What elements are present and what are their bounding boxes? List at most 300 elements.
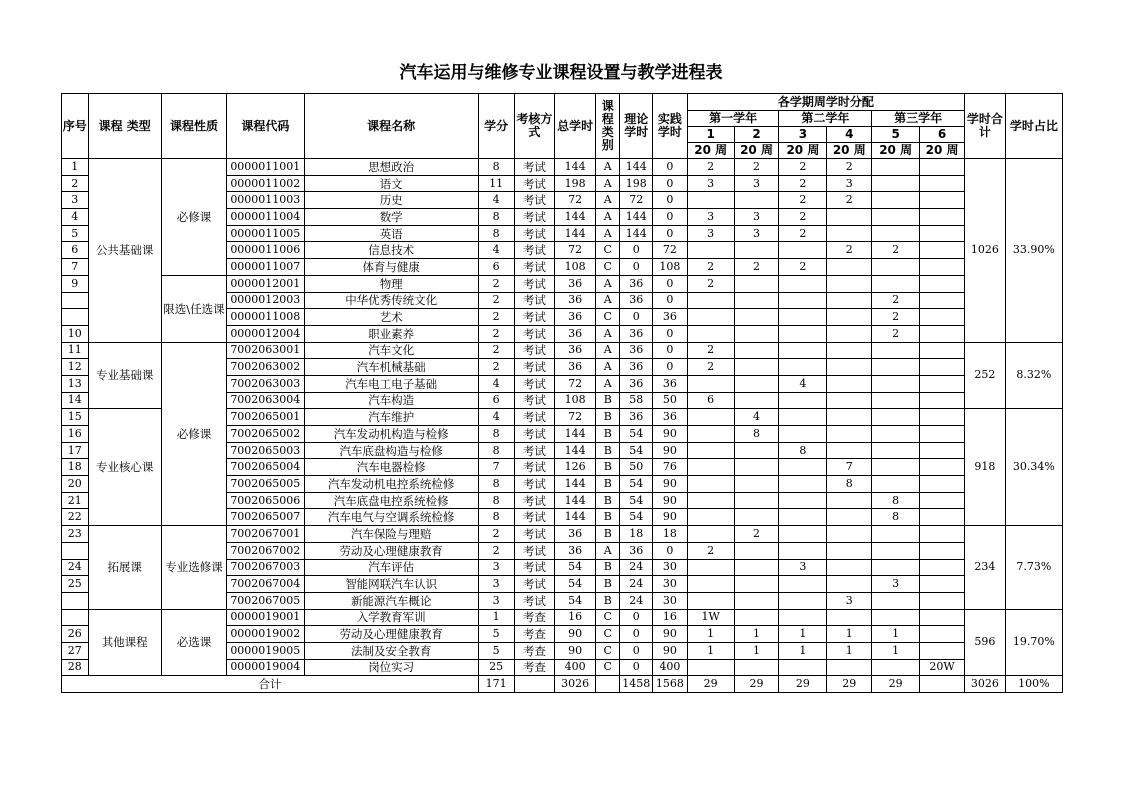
header-weeks-4: 20 周 bbox=[827, 143, 872, 159]
semester-hours-5 bbox=[872, 159, 920, 176]
course-type: C bbox=[596, 609, 620, 626]
semester-hours-4 bbox=[827, 359, 872, 376]
course-practice-hours: 0 bbox=[653, 175, 688, 192]
course-exam: 考查 bbox=[514, 659, 555, 676]
row-seq: 20 bbox=[62, 476, 89, 493]
course-total-hours: 36 bbox=[555, 275, 596, 292]
course-exam: 考试 bbox=[514, 192, 555, 209]
course-credit: 8 bbox=[478, 225, 514, 242]
semester-hours-3: 2 bbox=[779, 175, 827, 192]
row-seq: 27 bbox=[62, 642, 89, 659]
course-practice-hours: 30 bbox=[653, 576, 688, 593]
semester-hours-4 bbox=[827, 409, 872, 426]
semester-hours-6 bbox=[920, 459, 965, 476]
semester-hours-6 bbox=[920, 175, 965, 192]
semester-hours-2 bbox=[734, 659, 779, 676]
semester-hours-6 bbox=[920, 325, 965, 342]
semester-hours-1: 1W bbox=[687, 609, 734, 626]
course-type: B bbox=[596, 526, 620, 543]
semester-hours-2: 2 bbox=[734, 526, 779, 543]
semester-hours-3: 1 bbox=[779, 626, 827, 643]
row-seq bbox=[62, 592, 89, 609]
course-exam: 考试 bbox=[514, 426, 555, 443]
course-credit: 4 bbox=[478, 192, 514, 209]
course-code: 0000011005 bbox=[227, 225, 304, 242]
page-title: 汽车运用与维修专业课程设置与教学进程表 bbox=[399, 63, 723, 83]
semester-hours-1 bbox=[687, 459, 734, 476]
row-seq bbox=[62, 609, 89, 626]
semester-hours-4 bbox=[827, 325, 872, 342]
total-semester-5: 29 bbox=[872, 676, 920, 693]
header-weeks-5: 20 周 bbox=[872, 143, 920, 159]
course-practice-hours: 76 bbox=[653, 459, 688, 476]
header-semester-group: 各学期周学时分配 bbox=[687, 94, 964, 111]
course-type: A bbox=[596, 342, 620, 359]
course-name: 汽车底盘电控系统检修 bbox=[304, 492, 478, 509]
semester-hours-4 bbox=[827, 225, 872, 242]
course-theory-hours: 36 bbox=[620, 409, 653, 426]
course-exam: 考查 bbox=[514, 626, 555, 643]
semester-hours-6 bbox=[920, 359, 965, 376]
course-type: C bbox=[596, 309, 620, 326]
semester-hours-2 bbox=[734, 576, 779, 593]
group-hours-ratio: 19.70% bbox=[1005, 609, 1062, 676]
course-theory-hours: 54 bbox=[620, 476, 653, 493]
semester-hours-4 bbox=[827, 375, 872, 392]
semester-hours-4: 3 bbox=[827, 175, 872, 192]
course-credit: 2 bbox=[478, 526, 514, 543]
course-credit: 3 bbox=[478, 576, 514, 593]
header-weeks-2: 20 周 bbox=[734, 143, 779, 159]
semester-hours-6 bbox=[920, 442, 965, 459]
semester-hours-1: 3 bbox=[687, 175, 734, 192]
row-seq: 5 bbox=[62, 225, 89, 242]
semester-hours-6 bbox=[920, 275, 965, 292]
course-theory-hours: 36 bbox=[620, 359, 653, 376]
course-type: A bbox=[596, 375, 620, 392]
total-semester-4: 29 bbox=[827, 676, 872, 693]
course-total-hours: 36 bbox=[555, 342, 596, 359]
course-type: B bbox=[596, 576, 620, 593]
course-exam: 考试 bbox=[514, 592, 555, 609]
semester-hours-6 bbox=[920, 342, 965, 359]
course-code: 0000011007 bbox=[227, 259, 304, 276]
group-hours-total: 918 bbox=[965, 409, 1006, 526]
course-credit: 8 bbox=[478, 492, 514, 509]
course-total-hours: 36 bbox=[555, 292, 596, 309]
group-hours-total: 252 bbox=[965, 342, 1006, 409]
course-type: C bbox=[596, 642, 620, 659]
course-type: C bbox=[596, 242, 620, 259]
semester-hours-6 bbox=[920, 526, 965, 543]
course-practice-hours: 36 bbox=[653, 309, 688, 326]
course-practice-hours: 36 bbox=[653, 409, 688, 426]
semester-hours-2 bbox=[734, 309, 779, 326]
course-type: A bbox=[596, 175, 620, 192]
course-practice-hours: 0 bbox=[653, 275, 688, 292]
course-code: 0000011001 bbox=[227, 159, 304, 176]
semester-hours-5: 1 bbox=[872, 642, 920, 659]
group-hours-ratio: 8.32% bbox=[1005, 342, 1062, 409]
course-total-hours: 144 bbox=[555, 209, 596, 226]
course-total-hours: 144 bbox=[555, 492, 596, 509]
row-seq: 9 bbox=[62, 275, 89, 292]
course-name: 语文 bbox=[304, 175, 478, 192]
semester-hours-6 bbox=[920, 375, 965, 392]
course-type: A bbox=[596, 359, 620, 376]
semester-hours-3 bbox=[779, 342, 827, 359]
row-seq: 7 bbox=[62, 259, 89, 276]
row-seq: 12 bbox=[62, 359, 89, 376]
course-code: 0000012003 bbox=[227, 292, 304, 309]
semester-hours-5 bbox=[872, 592, 920, 609]
semester-hours-4: 1 bbox=[827, 642, 872, 659]
course-total-hours: 144 bbox=[555, 509, 596, 526]
semester-hours-3: 1 bbox=[779, 642, 827, 659]
semester-hours-1: 2 bbox=[687, 275, 734, 292]
semester-hours-2: 8 bbox=[734, 426, 779, 443]
semester-hours-5 bbox=[872, 409, 920, 426]
course-type: B bbox=[596, 426, 620, 443]
semester-hours-2 bbox=[734, 325, 779, 342]
course-practice-hours: 30 bbox=[653, 559, 688, 576]
course-code: 7002065001 bbox=[227, 409, 304, 426]
header-code: 课程代码 bbox=[227, 94, 304, 159]
course-name: 新能源汽车概论 bbox=[304, 592, 478, 609]
header-theory: 理论学时 bbox=[620, 94, 653, 159]
table-row bbox=[62, 526, 1063, 543]
course-exam: 考试 bbox=[514, 409, 555, 426]
semester-hours-2 bbox=[734, 359, 779, 376]
row-seq: 2 bbox=[62, 175, 89, 192]
semester-hours-1 bbox=[687, 659, 734, 676]
course-credit: 8 bbox=[478, 509, 514, 526]
course-name: 劳动及心理健康教育 bbox=[304, 542, 478, 559]
semester-hours-5: 2 bbox=[872, 292, 920, 309]
semester-hours-5 bbox=[872, 175, 920, 192]
semester-hours-6 bbox=[920, 509, 965, 526]
course-theory-hours: 54 bbox=[620, 492, 653, 509]
course-exam: 考试 bbox=[514, 309, 555, 326]
course-exam: 考试 bbox=[514, 559, 555, 576]
semester-hours-5 bbox=[872, 476, 920, 493]
semester-hours-6 bbox=[920, 609, 965, 626]
header-hours-ratio: 学时占比 bbox=[1005, 94, 1062, 159]
course-name: 思想政治 bbox=[304, 159, 478, 176]
course-exam: 考试 bbox=[514, 375, 555, 392]
course-credit: 8 bbox=[478, 442, 514, 459]
course-total-hours: 144 bbox=[555, 476, 596, 493]
course-type: A bbox=[596, 209, 620, 226]
course-practice-hours: 90 bbox=[653, 442, 688, 459]
semester-hours-6 bbox=[920, 476, 965, 493]
course-type: A bbox=[596, 225, 620, 242]
course-exam: 考试 bbox=[514, 242, 555, 259]
semester-hours-3 bbox=[779, 392, 827, 409]
course-total-hours: 36 bbox=[555, 325, 596, 342]
course-code: 7002067003 bbox=[227, 559, 304, 576]
table-row bbox=[62, 609, 1063, 626]
semester-hours-3 bbox=[779, 576, 827, 593]
semester-hours-3: 4 bbox=[779, 375, 827, 392]
course-name: 汽车构造 bbox=[304, 392, 478, 409]
course-exam: 考试 bbox=[514, 526, 555, 543]
course-name: 数学 bbox=[304, 209, 478, 226]
semester-hours-1: 2 bbox=[687, 259, 734, 276]
semester-hours-4 bbox=[827, 209, 872, 226]
semester-hours-3 bbox=[779, 492, 827, 509]
semester-hours-2 bbox=[734, 375, 779, 392]
row-seq: 23 bbox=[62, 526, 89, 543]
course-theory-hours: 36 bbox=[620, 542, 653, 559]
course-code: 0000011006 bbox=[227, 242, 304, 259]
total-semester-1: 29 bbox=[687, 676, 734, 693]
course-type: B bbox=[596, 392, 620, 409]
header-year-2: 第二学年 bbox=[779, 111, 872, 127]
course-theory-hours: 144 bbox=[620, 209, 653, 226]
semester-hours-3 bbox=[779, 459, 827, 476]
semester-hours-5: 2 bbox=[872, 242, 920, 259]
semester-hours-5 bbox=[872, 542, 920, 559]
semester-hours-1 bbox=[687, 309, 734, 326]
course-total-hours: 400 bbox=[555, 659, 596, 676]
semester-hours-1: 6 bbox=[687, 392, 734, 409]
course-type: A bbox=[596, 192, 620, 209]
total-row bbox=[62, 676, 1063, 693]
course-exam: 考试 bbox=[514, 476, 555, 493]
header-term-1: 1 bbox=[687, 127, 734, 143]
semester-hours-1: 3 bbox=[687, 209, 734, 226]
course-code: 7002063001 bbox=[227, 342, 304, 359]
semester-hours-1 bbox=[687, 426, 734, 443]
semester-hours-1: 2 bbox=[687, 359, 734, 376]
course-practice-hours: 90 bbox=[653, 626, 688, 643]
group-hours-total: 596 bbox=[965, 609, 1006, 676]
header-ctype: 课程类别 bbox=[596, 94, 620, 159]
course-practice-hours: 0 bbox=[653, 209, 688, 226]
course-total-hours: 144 bbox=[555, 442, 596, 459]
semester-hours-3: 2 bbox=[779, 259, 827, 276]
semester-hours-4 bbox=[827, 342, 872, 359]
semester-hours-5 bbox=[872, 609, 920, 626]
course-type: A bbox=[596, 275, 620, 292]
semester-hours-6 bbox=[920, 225, 965, 242]
course-nature: 专业选修课 bbox=[161, 526, 226, 609]
semester-hours-1: 2 bbox=[687, 342, 734, 359]
semester-hours-1 bbox=[687, 242, 734, 259]
header-hours-total: 学时合计 bbox=[965, 94, 1006, 159]
course-code: 7002065002 bbox=[227, 426, 304, 443]
semester-hours-4 bbox=[827, 509, 872, 526]
row-seq: 14 bbox=[62, 392, 89, 409]
row-seq: 26 bbox=[62, 626, 89, 643]
semester-hours-5 bbox=[872, 275, 920, 292]
course-name: 中华优秀传统文化 bbox=[304, 292, 478, 309]
course-exam: 考试 bbox=[514, 542, 555, 559]
course-total-hours: 72 bbox=[555, 192, 596, 209]
header-term-3: 3 bbox=[779, 127, 827, 143]
course-credit: 2 bbox=[478, 342, 514, 359]
course-exam: 考试 bbox=[514, 442, 555, 459]
row-seq: 18 bbox=[62, 459, 89, 476]
semester-hours-4: 3 bbox=[827, 592, 872, 609]
course-code: 0000011003 bbox=[227, 192, 304, 209]
course-code: 7002063002 bbox=[227, 359, 304, 376]
course-category: 其他课程 bbox=[88, 609, 161, 676]
course-type: A bbox=[596, 325, 620, 342]
semester-hours-6 bbox=[920, 492, 965, 509]
semester-hours-2: 3 bbox=[734, 175, 779, 192]
course-credit: 5 bbox=[478, 642, 514, 659]
course-theory-hours: 0 bbox=[620, 659, 653, 676]
semester-hours-2 bbox=[734, 509, 779, 526]
semester-hours-2: 1 bbox=[734, 626, 779, 643]
total-practice: 1568 bbox=[653, 676, 688, 693]
course-type: B bbox=[596, 409, 620, 426]
course-code: 0000019002 bbox=[227, 626, 304, 643]
semester-hours-5 bbox=[872, 559, 920, 576]
header-term-6: 6 bbox=[920, 127, 965, 143]
semester-hours-5 bbox=[872, 459, 920, 476]
course-practice-hours: 0 bbox=[653, 325, 688, 342]
semester-hours-5 bbox=[872, 375, 920, 392]
course-code: 0000012001 bbox=[227, 275, 304, 292]
semester-hours-3 bbox=[779, 242, 827, 259]
row-seq: 15 bbox=[62, 409, 89, 426]
header-name: 课程名称 bbox=[304, 94, 478, 159]
course-credit: 8 bbox=[478, 476, 514, 493]
course-total-hours: 36 bbox=[555, 542, 596, 559]
course-exam: 考试 bbox=[514, 209, 555, 226]
course-code: 0000012004 bbox=[227, 325, 304, 342]
course-theory-hours: 72 bbox=[620, 192, 653, 209]
course-exam: 考试 bbox=[514, 292, 555, 309]
semester-hours-5 bbox=[872, 659, 920, 676]
course-nature: 必修课 bbox=[161, 342, 226, 526]
course-name: 历史 bbox=[304, 192, 478, 209]
course-credit: 7 bbox=[478, 459, 514, 476]
course-theory-hours: 24 bbox=[620, 576, 653, 593]
course-code: 0000019005 bbox=[227, 642, 304, 659]
header-year-3: 第三学年 bbox=[872, 111, 965, 127]
semester-hours-4 bbox=[827, 392, 872, 409]
semester-hours-5 bbox=[872, 209, 920, 226]
semester-hours-4: 1 bbox=[827, 626, 872, 643]
header-term-2: 2 bbox=[734, 127, 779, 143]
semester-hours-5 bbox=[872, 526, 920, 543]
semester-hours-4: 7 bbox=[827, 459, 872, 476]
course-code: 0000019004 bbox=[227, 659, 304, 676]
row-seq bbox=[62, 309, 89, 326]
group-hours-ratio: 7.73% bbox=[1005, 526, 1062, 609]
semester-hours-3: 2 bbox=[779, 225, 827, 242]
header-nature: 课程性质 bbox=[161, 94, 226, 159]
course-type: B bbox=[596, 509, 620, 526]
group-hours-ratio: 33.90% bbox=[1005, 159, 1062, 343]
semester-hours-5: 1 bbox=[872, 626, 920, 643]
course-schedule-table bbox=[61, 93, 1063, 693]
course-name: 汽车机械基础 bbox=[304, 359, 478, 376]
course-practice-hours: 90 bbox=[653, 642, 688, 659]
course-theory-hours: 58 bbox=[620, 392, 653, 409]
semester-hours-6 bbox=[920, 576, 965, 593]
course-type: C bbox=[596, 626, 620, 643]
course-total-hours: 72 bbox=[555, 409, 596, 426]
semester-hours-4 bbox=[827, 275, 872, 292]
semester-hours-5: 8 bbox=[872, 492, 920, 509]
row-seq: 25 bbox=[62, 576, 89, 593]
row-seq: 21 bbox=[62, 492, 89, 509]
semester-hours-5 bbox=[872, 426, 920, 443]
semester-hours-3 bbox=[779, 359, 827, 376]
semester-hours-1 bbox=[687, 526, 734, 543]
course-theory-hours: 36 bbox=[620, 375, 653, 392]
semester-hours-2 bbox=[734, 492, 779, 509]
course-practice-hours: 0 bbox=[653, 225, 688, 242]
course-total-hours: 54 bbox=[555, 592, 596, 609]
header-credit: 学分 bbox=[478, 94, 514, 159]
semester-hours-1 bbox=[687, 375, 734, 392]
semester-hours-6 bbox=[920, 259, 965, 276]
course-type: A bbox=[596, 159, 620, 176]
course-exam: 考试 bbox=[514, 576, 555, 593]
semester-hours-4 bbox=[827, 609, 872, 626]
course-total-hours: 90 bbox=[555, 642, 596, 659]
semester-hours-5: 2 bbox=[872, 325, 920, 342]
row-seq bbox=[62, 292, 89, 309]
course-type: C bbox=[596, 659, 620, 676]
course-name: 英语 bbox=[304, 225, 478, 242]
semester-hours-3 bbox=[779, 409, 827, 426]
course-exam: 考试 bbox=[514, 459, 555, 476]
semester-hours-5: 3 bbox=[872, 576, 920, 593]
course-theory-hours: 54 bbox=[620, 509, 653, 526]
semester-hours-6 bbox=[920, 392, 965, 409]
course-practice-hours: 72 bbox=[653, 242, 688, 259]
header-term-4: 4 bbox=[827, 127, 872, 143]
course-practice-hours: 16 bbox=[653, 609, 688, 626]
semester-hours-6 bbox=[920, 542, 965, 559]
course-name: 汽车评估 bbox=[304, 559, 478, 576]
course-name: 岗位实习 bbox=[304, 659, 478, 676]
course-theory-hours: 36 bbox=[620, 292, 653, 309]
course-practice-hours: 0 bbox=[653, 292, 688, 309]
course-credit: 4 bbox=[478, 242, 514, 259]
semester-hours-1: 2 bbox=[687, 542, 734, 559]
header-practice: 实践学时 bbox=[653, 94, 688, 159]
semester-hours-1 bbox=[687, 509, 734, 526]
semester-hours-2 bbox=[734, 442, 779, 459]
course-practice-hours: 0 bbox=[653, 159, 688, 176]
course-theory-hours: 0 bbox=[620, 626, 653, 643]
semester-hours-4 bbox=[827, 492, 872, 509]
course-practice-hours: 0 bbox=[653, 192, 688, 209]
semester-hours-5 bbox=[872, 192, 920, 209]
course-category: 专业基础课 bbox=[88, 342, 161, 409]
course-exam: 考试 bbox=[514, 159, 555, 176]
course-credit: 4 bbox=[478, 409, 514, 426]
group-hours-total: 234 bbox=[965, 526, 1006, 609]
course-total-hours: 198 bbox=[555, 175, 596, 192]
course-type: B bbox=[596, 559, 620, 576]
course-type: B bbox=[596, 442, 620, 459]
row-seq: 11 bbox=[62, 342, 89, 359]
course-practice-hours: 18 bbox=[653, 526, 688, 543]
semester-hours-1: 3 bbox=[687, 225, 734, 242]
course-exam: 考查 bbox=[514, 642, 555, 659]
semester-hours-1 bbox=[687, 192, 734, 209]
semester-hours-4 bbox=[827, 526, 872, 543]
